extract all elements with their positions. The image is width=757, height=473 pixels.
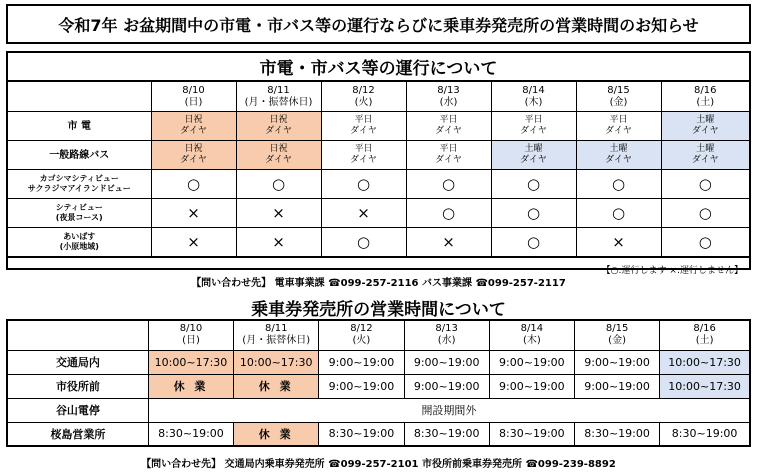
schedule-cell: 平日 ダイヤ: [576, 112, 661, 141]
row-label: 一般路線バス: [8, 141, 151, 170]
status-cell: ○: [321, 170, 406, 199]
status-cell: ×: [406, 228, 491, 257]
date-header: 8/15 (金): [576, 82, 661, 112]
operation-section-title: 市電・市バス等の運行について: [8, 53, 749, 81]
hours-cell: 10:00~17:30: [148, 350, 233, 374]
hours-cell: 9:00~19:00: [489, 350, 574, 374]
operation-header-row: [8, 82, 749, 112]
hours-cell: 10:00~17:30: [234, 350, 319, 374]
shiyakusho-row: [7, 374, 750, 398]
contact-info-operation: 【問い合わせ先】 電車事業課 ☎099-257-2116 バス事業課 ☎099-257-2117: [191, 278, 566, 289]
status-cell: ○: [406, 199, 491, 228]
status-cell: ○: [491, 199, 576, 228]
status-cell: ○: [151, 170, 236, 199]
closed-cell: 休 業: [234, 422, 319, 446]
status-cell: ○: [576, 170, 661, 199]
legend-text: 【○:運行します ×:運行しません】: [601, 266, 743, 276]
hours-cell: 9:00~19:00: [319, 350, 404, 374]
operation-table: [8, 81, 749, 257]
hours-cell: 9:00~19:00: [404, 374, 489, 398]
header-corner: [7, 320, 148, 350]
date-header: 8/12 (火): [319, 320, 404, 350]
date-header: 8/10 (日): [151, 82, 236, 112]
status-cell: ×: [236, 199, 321, 228]
out-of-period-cell: 開設期間外: [148, 398, 750, 422]
schedule-cell: 日祝 ダイヤ: [236, 141, 321, 170]
ticket-office-section-title: 乗車券発売所の営業時間について: [251, 300, 506, 320]
closed-cell: 休 業: [234, 374, 319, 398]
date-header: 8/16 (土): [660, 320, 750, 350]
hours-cell: 9:00~19:00: [489, 374, 574, 398]
date-header: 8/11 (月・振替休日): [234, 320, 319, 350]
date-header: 8/10 (日): [148, 320, 233, 350]
ticket-header-row: [7, 320, 750, 350]
status-cell: ○: [321, 228, 406, 257]
status-cell: ×: [236, 228, 321, 257]
hours-cell: 9:00~19:00: [574, 350, 659, 374]
hours-cell: 10:00~17:30: [660, 350, 750, 374]
schedule-cell: 平日 ダイヤ: [321, 141, 406, 170]
date-header: 8/11 (月・振替休日): [236, 82, 321, 112]
schedule-cell: 平日 ダイヤ: [406, 141, 491, 170]
cityview-sakurajima-row: [8, 170, 749, 199]
hours-cell: 8:30~19:00: [148, 422, 233, 446]
ticket-office-table: [6, 319, 751, 447]
schedule-cell: 日祝 ダイヤ: [151, 112, 236, 141]
header-corner: [8, 82, 151, 112]
row-label: 桜島営業所: [7, 422, 148, 446]
schedule-cell: 土曜 ダイヤ: [576, 141, 661, 170]
status-cell: ×: [151, 199, 236, 228]
cityview-night-row: [8, 199, 749, 228]
row-label: 市役所前: [7, 374, 148, 398]
date-header: 8/12 (火): [321, 82, 406, 112]
row-label: カゴシマシティビュー サクラジマアイランドビュー: [8, 170, 151, 199]
status-cell: ○: [661, 199, 749, 228]
hours-cell: 8:30~19:00: [660, 422, 750, 446]
hours-cell: 8:30~19:00: [319, 422, 404, 446]
date-header: 8/16 (土): [661, 82, 749, 112]
schedule-cell: 日祝 ダイヤ: [236, 112, 321, 141]
hours-cell: 8:30~19:00: [574, 422, 659, 446]
page-title: 令和7年 お盆期間中の市電・市バス等の運行ならびに乗車券発売所の営業時間のお知らせ: [6, 4, 751, 44]
schedule-cell: 日祝 ダイヤ: [151, 141, 236, 170]
schedule-cell: 土曜 ダイヤ: [661, 112, 749, 141]
status-cell: ○: [491, 228, 576, 257]
status-cell: ○: [661, 170, 749, 199]
operation-section: [6, 51, 751, 276]
schedule-cell: 平日 ダイヤ: [321, 112, 406, 141]
status-cell: ○: [406, 170, 491, 199]
status-cell: ○: [491, 170, 576, 199]
bus-row: [8, 141, 749, 170]
schedule-cell: 平日 ダイヤ: [406, 112, 491, 141]
hours-cell: 10:00~17:30: [660, 374, 750, 398]
closed-cell: 休 業: [148, 374, 233, 398]
hours-cell: 9:00~19:00: [574, 374, 659, 398]
row-label: シティビュー (夜景コース): [8, 199, 151, 228]
status-cell: ×: [321, 199, 406, 228]
schedule-cell: 土曜 ダイヤ: [491, 141, 576, 170]
date-header: 8/15 (金): [574, 320, 659, 350]
hours-cell: 8:30~19:00: [489, 422, 574, 446]
date-header: 8/14 (木): [491, 82, 576, 112]
row-label: あいばす (小原地域): [8, 228, 151, 257]
sakurajima-row: [7, 422, 750, 446]
tram-row: [8, 112, 749, 141]
taniyama-row: [7, 398, 750, 422]
status-cell: ○: [661, 228, 749, 257]
date-header: 8/13 (水): [406, 82, 491, 112]
hours-cell: 9:00~19:00: [319, 374, 404, 398]
schedule-cell: 平日 ダイヤ: [491, 112, 576, 141]
status-cell: ×: [151, 228, 236, 257]
status-cell: ○: [576, 199, 661, 228]
date-header: 8/14 (木): [489, 320, 574, 350]
row-label: 市 電: [8, 112, 151, 141]
row-label: 交通局内: [7, 350, 148, 374]
hours-cell: 8:30~19:00: [404, 422, 489, 446]
status-cell: ○: [236, 170, 321, 199]
aibus-row: [8, 228, 749, 257]
contact-info-ticket-office: 【問い合わせ先】 交通局内乗車券発売所 ☎099-257-2101 市役所前乗車券発売所 ☎099-239-8892: [141, 459, 616, 470]
status-cell: ×: [576, 228, 661, 257]
row-label: 谷山電停: [7, 398, 148, 422]
kotsukyoku-row: [7, 350, 750, 374]
schedule-cell: 土曜 ダイヤ: [661, 141, 749, 170]
hours-cell: 9:00~19:00: [404, 350, 489, 374]
date-header: 8/13 (水): [404, 320, 489, 350]
